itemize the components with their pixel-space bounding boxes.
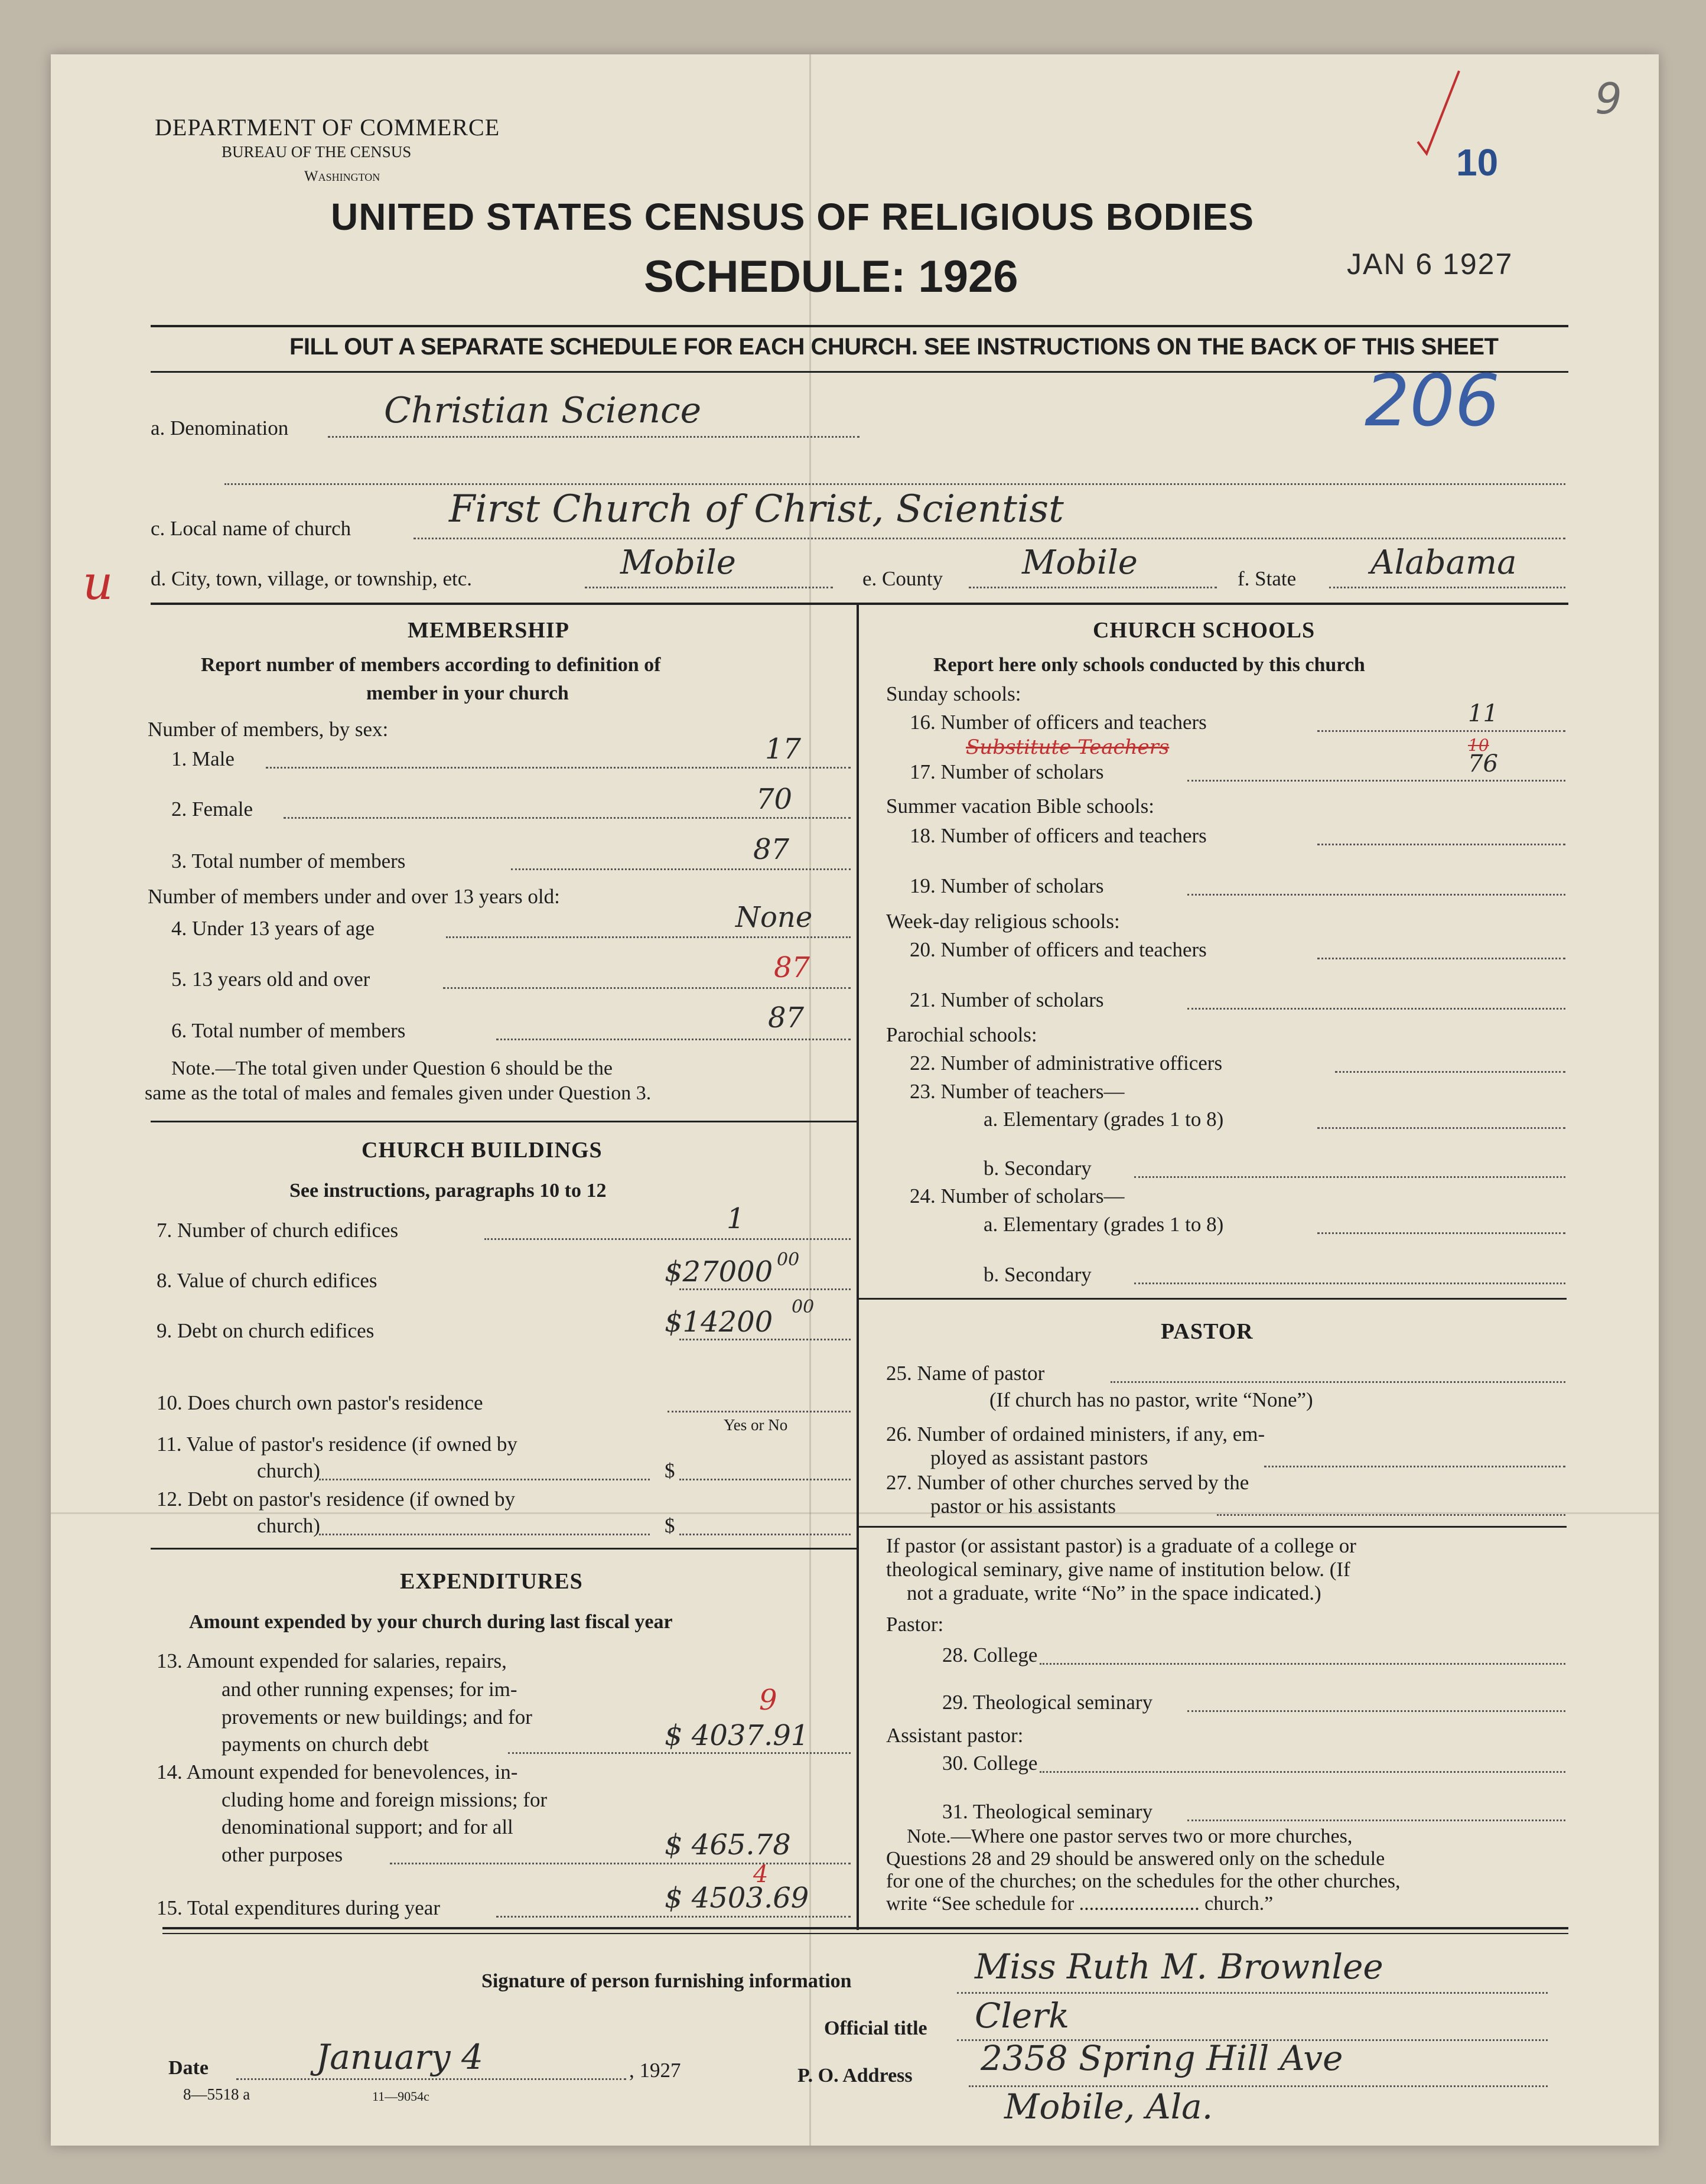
received-stamp-date: JAN 6 1927: [1347, 248, 1513, 281]
male-value[interactable]: 17: [765, 733, 802, 766]
red-check-mark: [1412, 65, 1465, 160]
schools-subheading: Report here only schools conducted by this church: [933, 654, 1365, 676]
q13-line: [508, 1752, 851, 1754]
residence-value-line-1: [319, 1479, 650, 1480]
male-line: [266, 767, 851, 769]
q13-label-2: and other running expenses; for im-: [222, 1678, 517, 1701]
residence-debt-line-2: [679, 1534, 851, 1535]
washington-heading: Washington: [304, 168, 380, 184]
over-13-value[interactable]: 87: [774, 951, 810, 984]
under-13-line: [446, 936, 851, 938]
total-members-6-label: 6. Total number of members: [171, 1019, 406, 1042]
denomination-value[interactable]: Christian Science: [384, 390, 702, 431]
struck-substitute-teachers: Substitute Teachers: [966, 735, 1170, 759]
residence-line: [668, 1411, 851, 1412]
local-name-value[interactable]: First Church of Christ, Scientist: [449, 487, 1064, 531]
q27-label-2: pastor or his assistants: [930, 1495, 1116, 1518]
under-13-value[interactable]: None: [735, 901, 813, 934]
q26-label-1: 26. Number of ordained ministers, if any, em-: [886, 1423, 1265, 1446]
edifices-label: 7. Number of church edifices: [157, 1219, 399, 1242]
residence-debt-label-1: 12. Debt on pastor's residence (if owned by: [157, 1488, 515, 1511]
po-address-value-2[interactable]: Mobile, Ala.: [1004, 2087, 1213, 2127]
struck-substitute-value: 10: [1468, 735, 1489, 755]
total-3-line: [511, 868, 851, 870]
q17-line: [1187, 780, 1565, 782]
q14-label-3: denominational support; and for all: [222, 1815, 513, 1838]
divider-pastor: [858, 1298, 1567, 1300]
q31-label: 31. Theological seminary: [942, 1800, 1153, 1823]
divider-footer: [162, 1927, 1568, 1929]
q14-value[interactable]: $ 465.78: [665, 1828, 791, 1861]
state-value[interactable]: Alabama: [1370, 543, 1517, 582]
q29-line: [1187, 1710, 1565, 1712]
q15-value[interactable]: $ 4503.69: [665, 1882, 809, 1915]
q28-label: 28. College: [942, 1643, 1038, 1667]
q25-label: 25. Name of pastor: [886, 1362, 1045, 1385]
q20-label: 20. Number of officers and teachers: [910, 938, 1207, 961]
expenditures-subheading: Amount expended by your church during last fiscal year: [189, 1611, 673, 1633]
q17-label: 17. Number of scholars: [910, 760, 1104, 783]
edifice-debt-cents: 00: [792, 1297, 815, 1317]
over-13-label: 5. 13 years old and over: [171, 968, 370, 991]
q14-label-4: other purposes: [222, 1843, 343, 1866]
female-label: 2. Female: [171, 798, 253, 821]
schedule-title: SCHEDULE: 1926: [644, 252, 1018, 302]
residence-value-dollar: $: [665, 1459, 675, 1482]
q13-correction: 9: [759, 1684, 777, 1717]
edifices-value[interactable]: 1: [727, 1202, 745, 1235]
q16-line: [1317, 730, 1565, 732]
local-name-label: c. Local name of church: [151, 517, 351, 540]
red-margin-mark: u: [83, 555, 113, 610]
q23a-line: [1317, 1127, 1565, 1129]
denomination-label: a. Denomination: [151, 416, 289, 440]
county-label: e. County: [862, 567, 943, 590]
divider-below-instructions: [151, 371, 1568, 373]
q30-label: 30. College: [942, 1752, 1038, 1775]
q21-line: [1187, 1008, 1565, 1010]
q27-line: [1217, 1514, 1565, 1516]
form-number: 8—5518 a: [183, 2085, 250, 2103]
age-heading: Number of members under and over 13 years old:: [148, 885, 560, 908]
edifice-debt-label: 9. Debt on church edifices: [157, 1319, 375, 1342]
total-6-line: [496, 1039, 851, 1040]
fill-out-instructions: FILL OUT A SEPARATE SCHEDULE FOR EACH CHURCH. SEE INSTRUCTIONS ON THE BACK OF THIS SHEET: [289, 334, 1499, 360]
q23b-line: [1134, 1176, 1565, 1178]
q15-label: 15. Total expenditures during year: [157, 1896, 440, 1919]
graduate-instruction-3: not a graduate, write “No” in the space indicated.): [907, 1581, 1321, 1604]
q18-line: [1317, 844, 1565, 845]
signature-label: Signature of person furnishing information: [481, 1970, 852, 1992]
divider-sections: [151, 603, 1568, 605]
q30-line: [1040, 1771, 1565, 1773]
department-heading: DEPARTMENT OF COMMERCE: [155, 114, 500, 141]
residence-label: 10. Does church own pastor's residence: [157, 1391, 483, 1414]
expenditures-heading: EXPENDITURES: [400, 1569, 583, 1594]
pastor-sub-label: Pastor:: [886, 1613, 944, 1636]
edifice-debt-line: [679, 1339, 851, 1340]
buildings-subheading: See instructions, paragraphs 10 to 12: [289, 1180, 607, 1202]
membership-note-1: Note.—The total given under Question 6 should be the: [171, 1057, 613, 1079]
membership-note-2: same as the total of males and females given under Question 3.: [145, 1082, 652, 1104]
blue-file-number: 206: [1365, 360, 1500, 442]
county-value[interactable]: Mobile: [1022, 543, 1138, 582]
male-label: 1. Male: [171, 747, 235, 770]
po-address-label: P. O. Address: [797, 2065, 913, 2087]
q29-label: 29. Theological seminary: [942, 1691, 1153, 1714]
yes-no-hint: Yes or No: [724, 1416, 788, 1434]
q21-label: 21. Number of scholars: [910, 988, 1104, 1011]
official-title-value[interactable]: Clerk: [975, 1996, 1070, 2036]
membership-subheading-2: member in your church: [366, 682, 569, 704]
graduate-instruction-1: If pastor (or assistant pastor) is a graduate of a college or: [886, 1534, 1356, 1557]
column-divider: [857, 604, 859, 1930]
q26-line: [1264, 1466, 1565, 1467]
q19-label: 19. Number of scholars: [910, 874, 1104, 897]
form-title: UNITED STATES CENSUS OF RELIGIOUS BODIES: [331, 196, 1255, 238]
pastor-note-4: write “See schedule for ........................ church.”: [886, 1893, 1274, 1915]
edifices-line: [484, 1238, 851, 1240]
over-13-line: [443, 987, 851, 989]
q20-line: [1317, 958, 1565, 959]
local-name-line: [414, 538, 1565, 539]
total-members-6-value[interactable]: 87: [768, 1001, 805, 1034]
bureau-heading: BUREAU OF THE CENSUS: [222, 143, 412, 161]
q15-correction: 4: [753, 1861, 769, 1888]
pencil-page-number: 9: [1595, 74, 1622, 123]
q16-label: 16. Number of officers and teachers: [910, 711, 1207, 734]
po-address-value[interactable]: 2358 Spring Hill Ave: [981, 2038, 1343, 2078]
q28-line: [1040, 1663, 1565, 1665]
total-members-3-value[interactable]: 87: [753, 833, 790, 866]
received-stamp-number: 10: [1456, 141, 1499, 184]
blank-line-b: [224, 483, 1565, 485]
signature-value[interactable]: Miss Ruth M. Brownlee: [975, 1947, 1383, 1987]
buildings-heading: CHURCH BUILDINGS: [362, 1138, 603, 1163]
pastor-note-3: for one of the churches; on the schedules for the other churches,: [886, 1870, 1401, 1892]
female-value[interactable]: 70: [756, 783, 793, 816]
divider-top: [151, 325, 1568, 327]
state-line: [1329, 587, 1565, 588]
schools-heading: CHURCH SCHOOLS: [1093, 618, 1316, 643]
q14-label-1: 14. Amount expended for benevolences, in-: [157, 1760, 518, 1783]
divider-buildings: [151, 1121, 857, 1122]
by-sex-label: Number of members, by sex:: [148, 718, 389, 741]
q26-label-2: ployed as assistant pastors: [930, 1446, 1148, 1469]
female-line: [284, 817, 851, 819]
q22-label: 22. Number of administrative officers: [910, 1052, 1223, 1075]
q23b-label: b. Secondary: [984, 1157, 1092, 1180]
q14-line: [390, 1863, 851, 1864]
q13-value[interactable]: $ 4037.91: [665, 1719, 809, 1752]
fold-line-vertical: [809, 54, 811, 2146]
residence-debt-label-2: church): [257, 1514, 320, 1537]
pastor-note-1: Note.—Where one pastor serves two or more churches,: [907, 1825, 1353, 1847]
edifice-value-label: 8. Value of church edifices: [157, 1269, 377, 1292]
q13-label-1: 13. Amount expended for salaries, repairs,: [157, 1649, 507, 1672]
q15-line: [496, 1916, 851, 1918]
q13-label-3: provements or new buildings; and for: [222, 1705, 532, 1729]
q24a-line: [1317, 1232, 1565, 1234]
residence-debt-dollar: $: [665, 1514, 675, 1537]
denomination-line: [328, 436, 859, 438]
city-label: d. City, town, village, or township, etc.: [151, 567, 473, 590]
graduate-instruction-2: theological seminary, give name of institution below. (If: [886, 1558, 1350, 1581]
print-number: 11—9054c: [372, 2089, 429, 2104]
divider-footer-2: [162, 1933, 1568, 1934]
q27-label-1: 27. Number of other churches served by the: [886, 1471, 1249, 1494]
residence-debt-line-1: [319, 1534, 650, 1535]
edifice-debt-value[interactable]: $14200: [665, 1306, 773, 1339]
date-year: , 1927: [629, 2059, 681, 2082]
membership-subheading-1: Report number of members according to definition of: [201, 654, 661, 676]
q16-value[interactable]: 11: [1468, 700, 1498, 727]
residence-value-label-1: 11. Value of pastor's residence (if owned by: [157, 1433, 517, 1456]
q24-label: 24. Number of scholars—: [910, 1184, 1125, 1207]
q24b-label: b. Secondary: [984, 1263, 1092, 1286]
pastor-heading: PASTOR: [1161, 1319, 1254, 1344]
signature-line: [957, 1992, 1548, 1994]
summer-schools-label: Summer vacation Bible schools:: [886, 795, 1154, 818]
edifice-value-value[interactable]: $27000: [665, 1255, 773, 1288]
date-line: [236, 2078, 626, 2080]
sunday-schools-label: Sunday schools:: [886, 682, 1021, 705]
weekday-schools-label: Week-day religious schools:: [886, 910, 1120, 933]
residence-value-line-2: [679, 1479, 851, 1480]
city-line: [585, 587, 833, 588]
q24b-line: [1134, 1283, 1565, 1284]
q25-line: [1111, 1381, 1565, 1383]
q31-line: [1187, 1820, 1565, 1821]
q19-line: [1187, 894, 1565, 896]
date-value[interactable]: January 4: [316, 2037, 483, 2077]
edifice-value-line: [679, 1288, 851, 1290]
divider-expenditures: [151, 1548, 857, 1550]
parochial-schools-label: Parochial schools:: [886, 1023, 1037, 1046]
q23a-label: a. Elementary (grades 1 to 8): [984, 1108, 1224, 1131]
pastor-note-2: Questions 28 and 29 should be answered only on the schedule: [886, 1848, 1385, 1870]
divider-graduates: [858, 1526, 1567, 1528]
residence-value-label-2: church): [257, 1459, 320, 1482]
membership-heading: MEMBERSHIP: [408, 618, 569, 643]
q14-label-2: cluding home and foreign missions; for: [222, 1788, 548, 1811]
city-value[interactable]: Mobile: [620, 543, 736, 582]
q18-label: 18. Number of officers and teachers: [910, 824, 1207, 847]
q22-line: [1335, 1071, 1565, 1073]
q13-label-4: payments on church debt: [222, 1733, 429, 1756]
under-13-label: 4. Under 13 years of age: [171, 917, 375, 940]
q25-note: (If church has no pastor, write “None”): [989, 1388, 1313, 1411]
q24a-label: a. Elementary (grades 1 to 8): [984, 1213, 1224, 1236]
official-title-label: Official title: [824, 2017, 927, 2039]
date-label: Date: [168, 2057, 209, 2079]
state-label: f. State: [1238, 567, 1297, 590]
edifice-value-cents: 00: [777, 1249, 800, 1270]
q17-value[interactable]: 76: [1468, 750, 1498, 777]
q23-label: 23. Number of teachers—: [910, 1080, 1125, 1103]
county-line: [969, 587, 1217, 588]
total-members-3-label: 3. Total number of members: [171, 849, 406, 873]
assistant-pastor-label: Assistant pastor:: [886, 1724, 1024, 1747]
